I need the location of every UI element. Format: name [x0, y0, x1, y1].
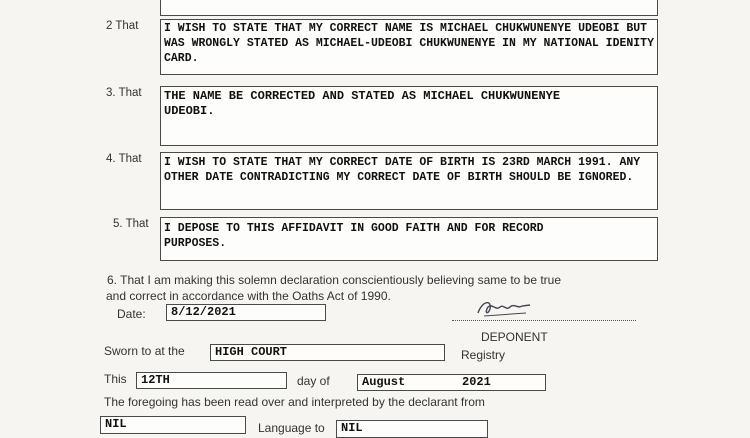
language-from-field [100, 416, 246, 434]
date-field [166, 304, 326, 321]
language-to-value: NIL [341, 421, 363, 435]
signature-line [452, 320, 636, 321]
date-label: Date: [117, 307, 146, 321]
this-label: This [104, 372, 127, 386]
item-3-text: THE NAME BE CORRECTED AND STATED AS MICHAEL CHUKWUNENYE UDEOBI. [164, 89, 561, 118]
sworn-location-field [210, 344, 445, 361]
date-value: 8/12/2021 [171, 305, 236, 319]
year-value: 2021 [462, 375, 491, 389]
declaration-line-2: and correct in accordance with the Oaths Act of 1990. [106, 289, 391, 303]
item-2-number: 2 That [106, 20, 139, 32]
sworn-label: Sworn to at the [104, 344, 185, 358]
item-5-number: 5. That [113, 218, 149, 230]
item-3-answer-box [160, 86, 658, 146]
item-5-answer-box [160, 217, 658, 261]
language-to-field [336, 420, 488, 438]
language-from-value: NIL [105, 417, 127, 431]
day-field [136, 372, 287, 389]
month-value: August [362, 375, 406, 389]
registry-label: Registry [461, 348, 506, 362]
deponent-label: DEPONENT [481, 330, 548, 344]
day-value: 12TH [141, 373, 170, 387]
item-4-text: I WISH TO STATE THAT MY CORRECT DATE OF BIRTH IS 23RD MARCH 1991. ANY OTHER DATE CONTRADICTING MY CORRECT DATE OF BIRTH SHOULD BE IGNORED. [164, 156, 641, 184]
item-4-number: 4. That [106, 153, 142, 165]
item-2-text: I WISH TO STATE THAT MY CORRECT NAME IS MICHAEL CHUKWUNENYE UDEOBI BUT WAS WRONGLY STATED AS MICHAEL-UDEOBI CHUKWUNENYE IN MY NATIONAL IDENITY CARD. [164, 22, 654, 65]
item-3-number: 3. That [106, 87, 142, 99]
item-1-answer-box [160, 0, 658, 16]
item-4-answer-box [160, 152, 658, 210]
month-year-field [357, 374, 546, 391]
interpretation-text: The foregoing has been read over and interpreted by the declarant from [104, 395, 485, 409]
day-of-label: day of [297, 374, 330, 388]
item-5-text: I DEPOSE TO THIS AFFIDAVIT IN GOOD FAITH AND FOR RECORD PURPOSES. [164, 222, 544, 250]
language-to-label: Language to [258, 421, 325, 435]
item-2-answer-box [160, 19, 658, 75]
declaration-line-1: 6. That I am making this solemn declaration conscientiously believing same to be true [107, 273, 562, 287]
sworn-location-value: HIGH COURT [215, 345, 288, 359]
signature-mark [474, 297, 534, 319]
